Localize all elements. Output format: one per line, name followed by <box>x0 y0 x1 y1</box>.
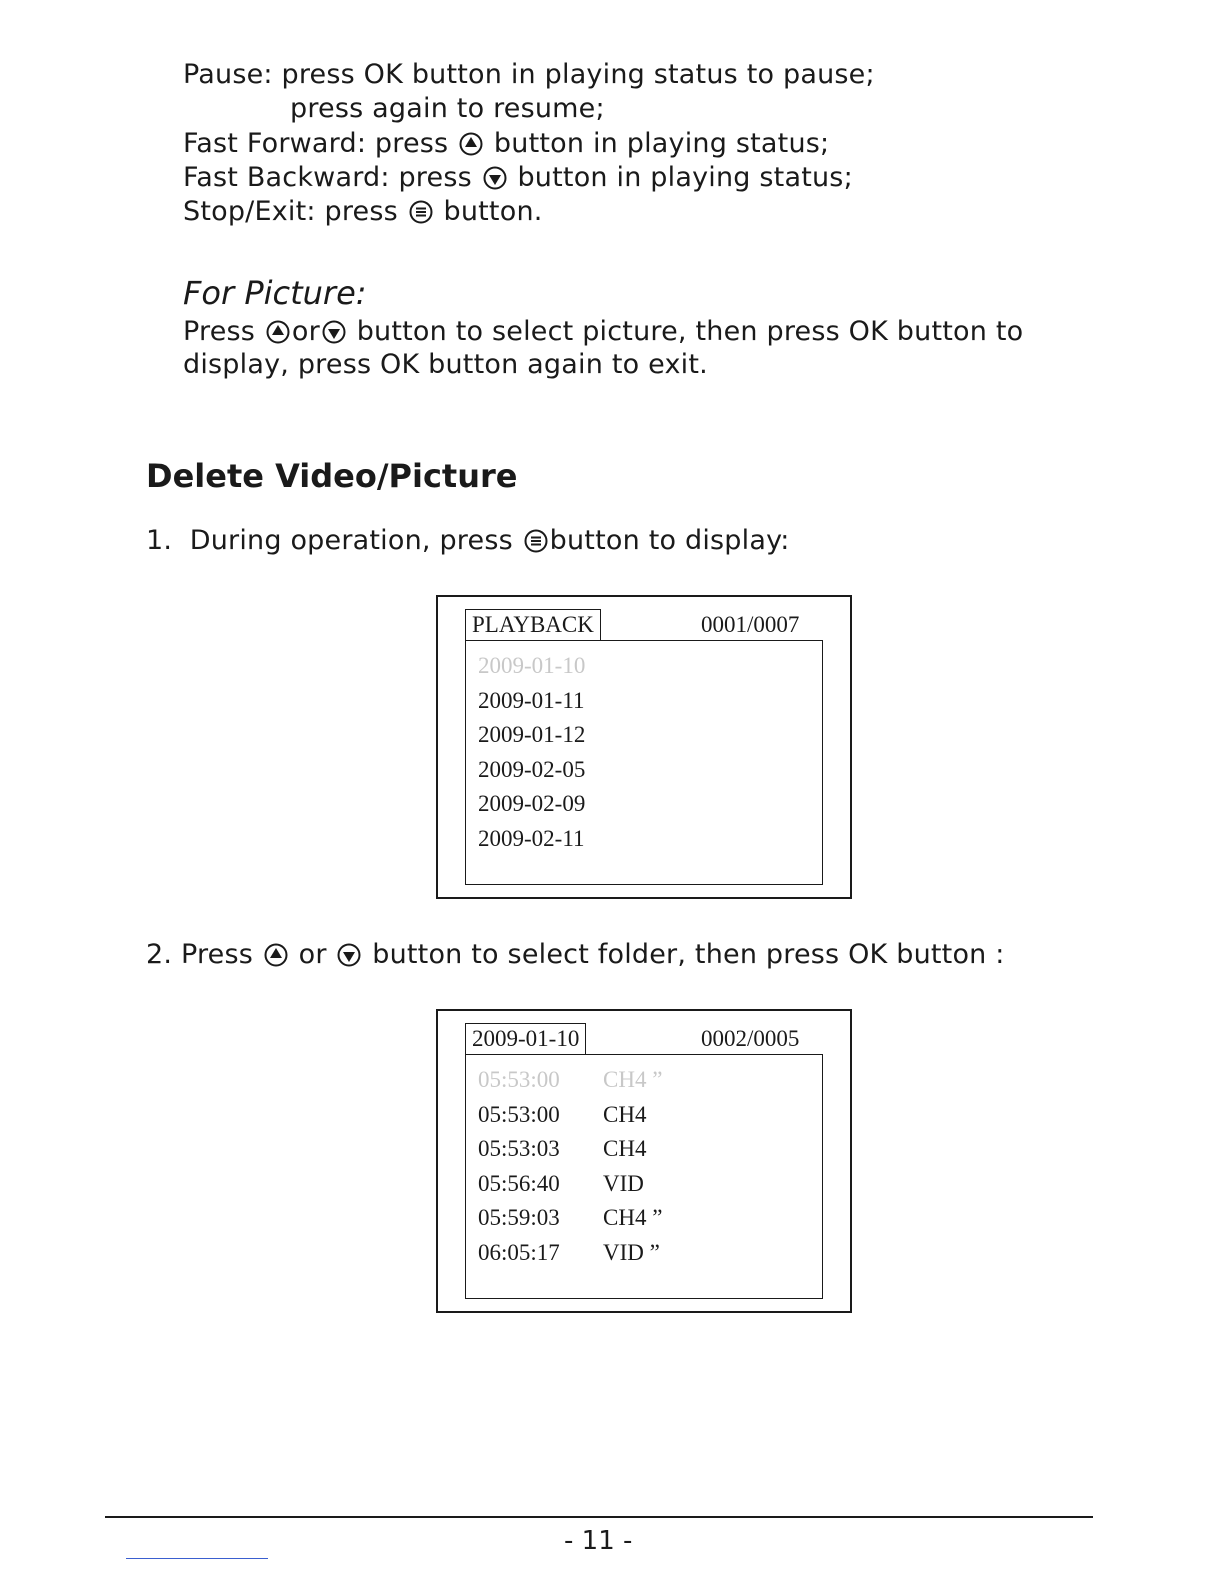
fast-forward-label: Fast Forward: <box>183 128 367 159</box>
fast-backward-line <box>183 161 853 195</box>
stop-exit-press: press <box>324 196 398 227</box>
stop-exit-label: Stop/Exit: <box>183 196 316 227</box>
file-time: 05:53:00 <box>478 1101 560 1127</box>
file-type: VID <box>603 1170 644 1196</box>
list-item[interactable] <box>478 684 585 719</box>
footer-link-underline <box>126 1558 268 1559</box>
delete-heading: Delete Video/Picture <box>146 457 518 495</box>
menu-button-icon <box>409 200 433 224</box>
list-item[interactable] <box>478 718 585 753</box>
list-item[interactable] <box>478 753 585 788</box>
list-item[interactable] <box>478 649 585 684</box>
file-type: CH4 ” <box>603 1067 663 1092</box>
menu-button-icon <box>524 529 548 553</box>
file-time: 05:56:40 <box>478 1170 560 1196</box>
fast-forward-text: button in playing status; <box>493 128 830 159</box>
step-1 <box>146 524 790 558</box>
fast-backward-label: Fast Backward: <box>183 162 390 193</box>
pause-line <box>183 58 875 92</box>
fast-forward-line <box>183 127 829 161</box>
folder-counter: 0002/0005 <box>701 1026 800 1051</box>
up-button-icon <box>459 132 483 156</box>
folder-date: 2009-01-11 <box>478 687 585 713</box>
folder-date: 2009-01-12 <box>478 722 586 747</box>
down-button-icon <box>322 320 346 344</box>
stop-exit-text: button. <box>443 196 543 227</box>
fast-backward-press: press <box>398 162 472 193</box>
file-type: CH4 <box>603 1136 647 1161</box>
step-2-text-end: button to select folder, then press OK button : <box>372 939 1005 970</box>
for-picture-line2: display, press OK button again to exit. <box>183 349 708 380</box>
down-button-icon <box>483 166 507 190</box>
up-button-icon <box>264 943 288 967</box>
or-word: or <box>298 939 327 970</box>
playback-counter: 0001/0007 <box>701 612 800 637</box>
file-time: 06:05:17 <box>478 1239 560 1265</box>
file-time: 05:53:03 <box>478 1136 560 1161</box>
folder-date: 2009-02-11 <box>478 825 585 851</box>
folder-screen <box>436 1009 852 1313</box>
for-picture-line1 <box>183 315 1023 349</box>
step-2-text: 2. Press <box>146 939 254 970</box>
for-picture-title: For Picture: <box>183 274 367 312</box>
file-type: VID ” <box>603 1239 660 1265</box>
step-2 <box>146 938 1005 972</box>
folder-date: 2009-01-10 <box>478 653 586 678</box>
pause-text: press OK button in playing status to pause; <box>281 59 875 90</box>
step-1-text-end: button to display: <box>549 525 790 556</box>
stop-exit-line <box>183 195 543 229</box>
press-word: Press <box>183 316 256 347</box>
playback-folder-list <box>478 649 585 856</box>
file-type: CH4 <box>603 1101 647 1127</box>
folder-tab: 2009-01-10 <box>465 1023 586 1055</box>
for-picture-text: button to select picture, then press OK button to <box>356 316 1024 347</box>
list-item[interactable] <box>478 1063 662 1098</box>
down-button-icon <box>337 943 361 967</box>
list-item[interactable] <box>478 787 585 822</box>
folder-date: 2009-02-05 <box>478 756 586 782</box>
folder-date: 2009-02-09 <box>478 791 586 816</box>
playback-screen <box>436 595 852 899</box>
file-time: 05:59:03 <box>478 1205 560 1230</box>
resume-text: press again to resume; <box>290 93 605 124</box>
list-item[interactable] <box>478 822 585 857</box>
footer-divider <box>105 1516 1093 1518</box>
list-item[interactable] <box>478 1167 662 1202</box>
fast-backward-text: button in playing status; <box>517 162 853 193</box>
or-word: or <box>291 316 320 347</box>
page-number: - 11 - <box>564 1526 633 1556</box>
step-1-text: 1. During operation, press <box>146 525 513 556</box>
file-time: 05:53:00 <box>478 1067 560 1092</box>
list-item[interactable] <box>478 1132 662 1167</box>
list-item[interactable] <box>478 1201 662 1236</box>
list-item[interactable] <box>478 1098 662 1133</box>
resume-line <box>290 92 605 126</box>
file-type: CH4 ” <box>603 1205 663 1230</box>
list-item[interactable] <box>478 1236 662 1271</box>
pause-label: Pause: <box>183 59 273 90</box>
folder-file-list <box>478 1063 662 1270</box>
fast-forward-press: press <box>374 128 449 159</box>
up-button-icon <box>266 320 290 344</box>
playback-tab: PLAYBACK <box>465 609 601 641</box>
